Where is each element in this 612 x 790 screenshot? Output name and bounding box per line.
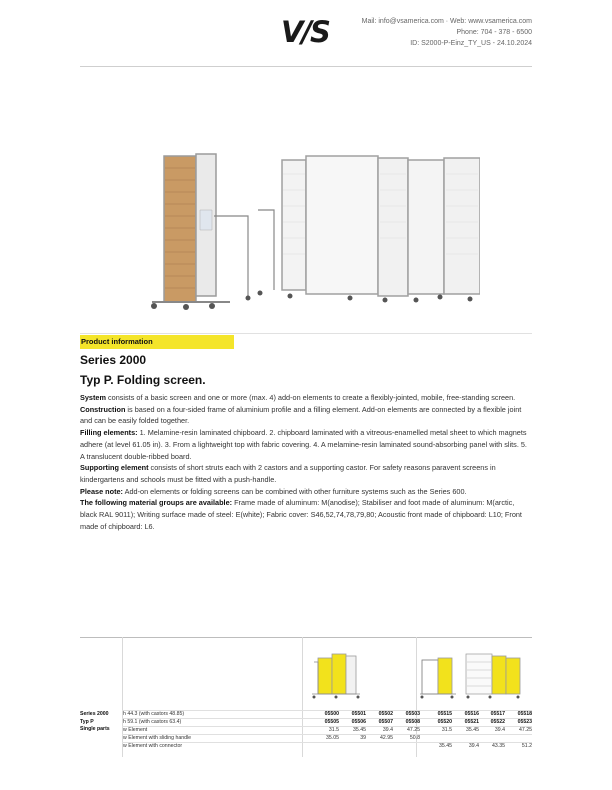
table-cell: 05501	[351, 711, 366, 717]
paragraph-system	[80, 392, 532, 404]
row-label: w Element	[123, 727, 148, 733]
paragraph-lead: Filling elements:	[80, 428, 138, 438]
table-cell: 35.45	[439, 743, 452, 749]
table-cell: 47.25	[407, 727, 420, 733]
product-photo	[140, 150, 480, 315]
section-divider	[80, 333, 532, 334]
row-label: w Element with sliding handle	[123, 735, 192, 741]
product-subtitle: Typ P. Folding screen.	[80, 373, 206, 387]
table-cell: 05503	[405, 711, 420, 717]
table-cell: 05515	[437, 711, 452, 717]
series-title: Series 2000	[80, 353, 147, 367]
table-labels	[80, 711, 110, 734]
phone-line: Phone: 704 - 378 - 6500	[456, 29, 532, 36]
paragraph-construction	[80, 404, 532, 427]
row-label: h 44.3 (with castors 48.85)	[123, 711, 185, 717]
table-cell: 05508	[405, 719, 420, 725]
table-cell: 47.25	[519, 727, 532, 733]
table-cell: 05506	[351, 719, 366, 725]
table-cell: 43.35	[492, 743, 505, 749]
table-cell: 05500	[324, 711, 339, 717]
article-table	[80, 637, 532, 757]
table-cell: 42.95	[380, 735, 393, 741]
table-cell: 05520	[437, 719, 452, 725]
table-cell: 31.5	[328, 727, 339, 733]
paragraph-note	[80, 486, 532, 498]
row-label: w Element with connector	[123, 743, 183, 749]
table-cell: 51.2	[521, 743, 532, 749]
product-description	[80, 392, 532, 532]
table-cell: 39.4	[494, 727, 505, 733]
paragraph-text: 1. Melamine-resin laminated chipboard. 2. chipboard laminated with a vitreous-enamelled metal sheet to which magnets adhere (at level 61.05 in). 3. From a lightweight top with fabric covering. 4. A melamine-resin laminated sound-absorbing panel with slits. 5. A translucent double-ribbed board.	[80, 428, 527, 461]
table-series-label: Series 2000	[80, 711, 109, 717]
paragraph-lead: The following material groups are available:	[80, 498, 233, 508]
table-cell: 35.45	[353, 727, 366, 733]
table-cell: 05518	[517, 711, 532, 717]
header-contact	[362, 16, 532, 49]
paragraph-text: consists of short struts each with 2 castors and a supporting castor. For safety reasons paravent screens in kindergartens and schools must be fitted with a push-handle.	[80, 463, 496, 484]
folding-screen-handle-thumbnail	[308, 650, 368, 702]
paragraph-lead: Construction	[80, 404, 126, 414]
table-cell: 05507	[378, 719, 393, 725]
table-cell: 05516	[464, 711, 479, 717]
table-cell: 05505	[324, 719, 339, 725]
table-cell: 05522	[490, 719, 505, 725]
table-cell: 35.05	[326, 735, 339, 741]
paragraph-text: Add-on elements or folding screens can be combined with other furniture systems such as the Series 600.	[123, 486, 467, 496]
table-cell: 39.4	[468, 743, 479, 749]
table-type-label: Typ P	[80, 718, 94, 725]
doc-id-line: ID: S2000-P-Einz_TY_US - 24.10.2024	[410, 40, 532, 47]
table-parts-label: Single parts	[80, 726, 110, 732]
row-label: h 59.1 (with castors 63.4)	[123, 719, 182, 725]
table-cell: 31.5	[441, 727, 452, 733]
table-top-border	[80, 637, 532, 638]
table-cell: 05502	[378, 711, 393, 717]
table-row	[122, 742, 532, 751]
table-cell: 05521	[464, 719, 479, 725]
section-label: Product information	[80, 335, 234, 349]
paragraph-text: consists of a basic screen and one or more (max. 4) add-on elements to create a flexibly-jointed, mobile, free-standing screen.	[105, 393, 516, 402]
folding-screen-connector-thumbnail	[418, 650, 530, 702]
paragraph-text: Frame made of aluminum: M(anodise); Stabiliser and foot made of aluminum: M(arctic, black RAL 9011); Writing surface made of steel: E(white); Fabric cover: S46,52,74,78,79,80; Acoustic front made of chipboard: L10; Front made of chipboard: L6.	[80, 498, 522, 531]
table-cell: 39	[360, 735, 366, 741]
vs-logo: V/S	[281, 15, 329, 49]
table-cell: 05523	[517, 719, 532, 725]
paragraph-supporting	[80, 462, 532, 485]
paragraph-materials	[80, 497, 532, 532]
table-cell: 39.4	[382, 727, 393, 733]
table-cell: 50.8	[409, 735, 420, 741]
header-divider	[80, 66, 532, 67]
paragraph-lead: Supporting element	[80, 463, 149, 473]
table-cell: 05517	[490, 711, 505, 717]
paragraph-filling	[80, 427, 532, 462]
paragraph-text: is based on a four-sided frame of aluminium profile and a filling element. Add-on elements are connected by a flexible joint and can be easily folded together.	[80, 404, 522, 426]
paragraph-lead: System	[80, 393, 106, 402]
contact-line: Mail: info@vsamerica.com · Web: www.vsamerica.com	[361, 18, 532, 25]
paragraph-lead: Please note:	[80, 486, 123, 496]
table-cell: 35.45	[466, 727, 479, 733]
